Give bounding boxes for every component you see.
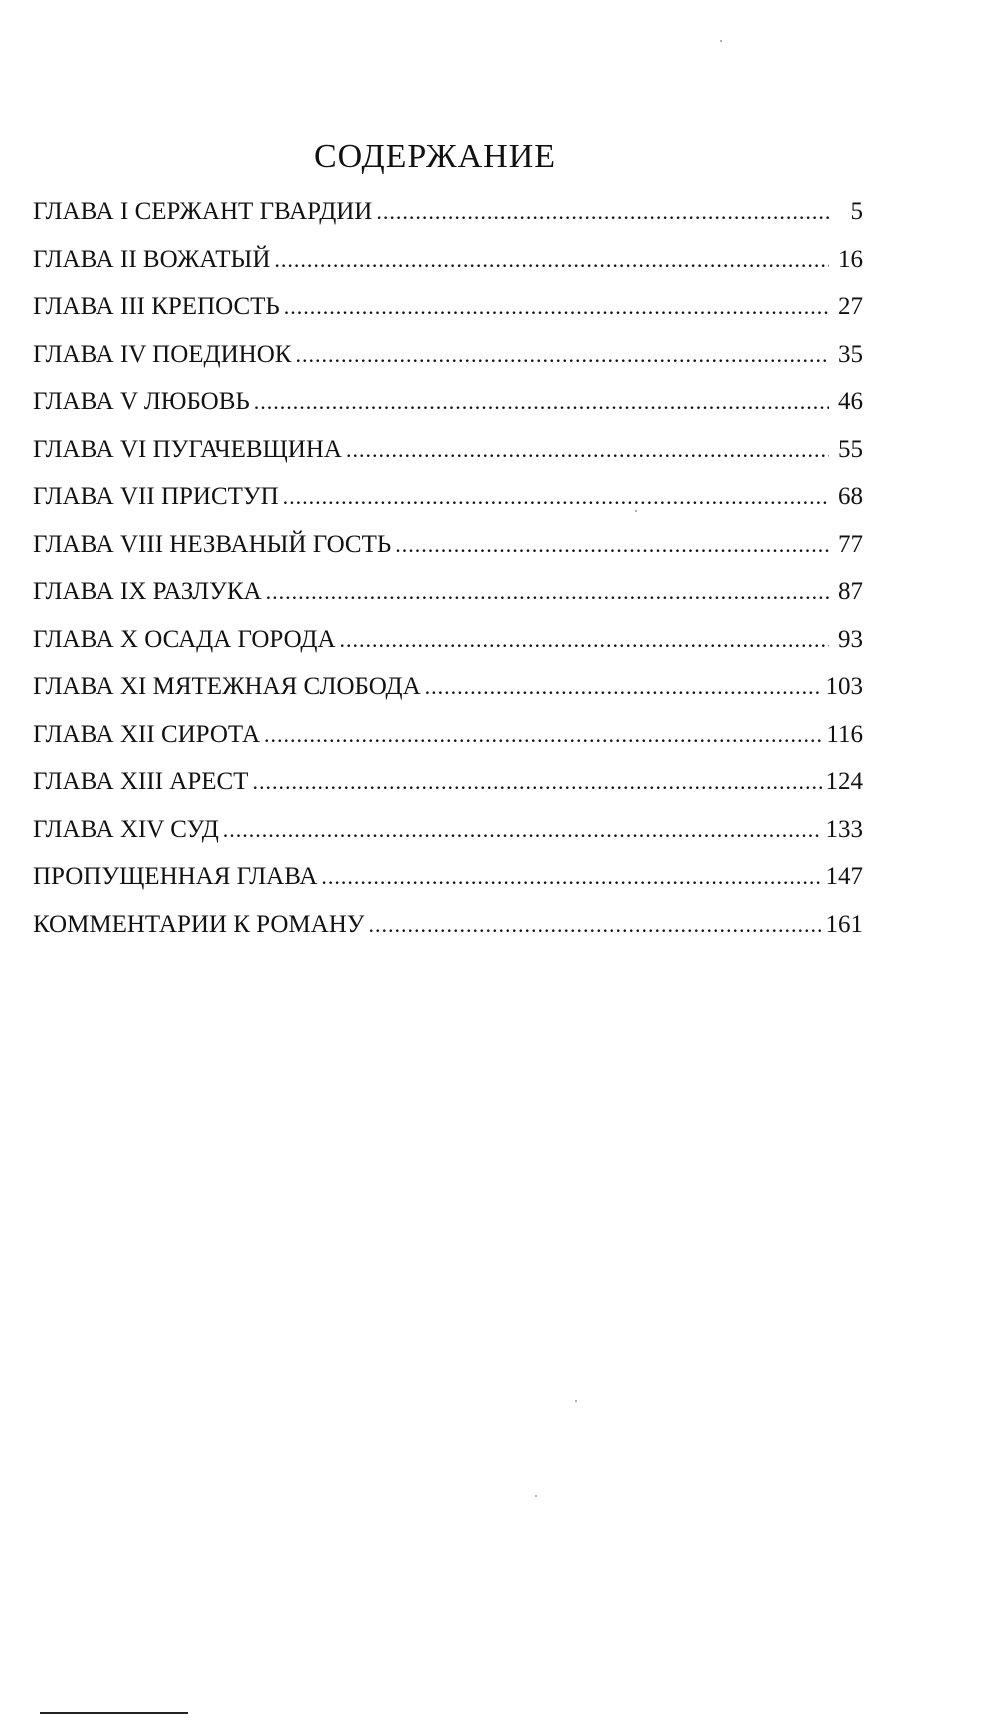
toc-page-number: 5 xyxy=(850,198,863,225)
scan-speck xyxy=(535,1495,537,1497)
dot-leader xyxy=(254,378,829,426)
scan-speck xyxy=(720,40,722,42)
toc-page-number: 55 xyxy=(838,435,863,463)
dot-leader xyxy=(340,616,829,664)
toc-entry-title: ГЛАВА VII ПРИСТУП xyxy=(33,483,279,510)
toc-page-number: 77 xyxy=(838,530,863,558)
dot-leader xyxy=(376,188,829,236)
scan-speck xyxy=(635,510,637,512)
toc-page-number: 93 xyxy=(838,625,863,653)
toc-page-number: 46 xyxy=(838,388,863,415)
toc-entry-title: ГЛАВА I СЕРЖАНТ ГВАРДИИ xyxy=(33,198,373,225)
toc-page-number: 116 xyxy=(826,720,863,748)
toc-page-number: 16 xyxy=(838,245,863,273)
toc-entry-title: КОММЕНТАРИИ К РОМАНУ xyxy=(33,910,365,938)
toc-entry-title: ПРОПУЩЕННАЯ ГЛАВА xyxy=(33,863,318,890)
dot-leader xyxy=(264,711,822,759)
toc-entry-title: ГЛАВА V ЛЮБОВЬ xyxy=(33,388,250,415)
dot-leader xyxy=(284,283,829,331)
toc-entry xyxy=(33,283,863,331)
toc-entry xyxy=(33,711,863,759)
table-of-contents xyxy=(33,188,863,948)
toc-entry xyxy=(33,378,863,426)
toc-entry xyxy=(33,853,863,901)
dot-leader xyxy=(321,853,821,901)
toc-entry-title: ГЛАВА II ВОЖАТЫЙ xyxy=(33,245,271,273)
toc-entry-title: ГЛАВА VIII НЕЗВАНЫЙ ГОСТЬ xyxy=(33,530,392,558)
toc-entry xyxy=(33,331,863,379)
toc-entry-title: ГЛАВА IV ПОЕДИНОК xyxy=(33,340,292,368)
toc-entry-title: ГЛАВА XII СИРОТА xyxy=(33,720,261,748)
toc-page-number: 124 xyxy=(825,768,863,795)
toc-entry xyxy=(33,188,863,236)
toc-entry xyxy=(33,568,863,616)
dot-leader xyxy=(295,331,829,379)
dot-leader xyxy=(274,236,829,284)
dot-leader xyxy=(252,758,821,806)
dot-leader xyxy=(266,568,829,616)
toc-entry xyxy=(33,426,863,474)
toc-entry xyxy=(33,758,863,806)
toc-entry-title: ГЛАВА XI МЯТЕЖНАЯ СЛОБОДА xyxy=(33,673,421,700)
toc-page-number: 68 xyxy=(838,483,863,510)
toc-entry xyxy=(33,663,863,711)
toc-page-number: 27 xyxy=(838,293,863,320)
toc-entry xyxy=(33,473,863,521)
toc-entry xyxy=(33,521,863,569)
toc-entry-title: ГЛАВА VI ПУГАЧЕВЩИНА xyxy=(33,435,342,463)
toc-page-number: 35 xyxy=(838,340,863,368)
dot-leader xyxy=(346,426,829,474)
dot-leader xyxy=(395,521,829,569)
toc-entry xyxy=(33,901,863,949)
toc-entry-title: ГЛАВА IX РАЗЛУКА xyxy=(33,578,262,605)
toc-page-number: 87 xyxy=(838,578,863,605)
toc-page-number: 147 xyxy=(825,863,863,890)
footer-rule xyxy=(40,1712,188,1714)
toc-entry xyxy=(33,806,863,854)
toc-page-number: 103 xyxy=(825,673,863,700)
scan-speck xyxy=(575,1400,577,1402)
dot-leader xyxy=(223,806,822,854)
toc-entry-title: ГЛАВА X ОСАДА ГОРОДА xyxy=(33,625,336,653)
toc-page-number: 161 xyxy=(825,910,863,938)
toc-entry-title: ГЛАВА III КРЕПОСТЬ xyxy=(33,293,280,320)
toc-entry-title: ГЛАВА XIII АРЕСТ xyxy=(33,768,249,795)
page-title: СОДЕРЖАНИЕ xyxy=(313,138,557,175)
toc-entry xyxy=(33,236,863,284)
toc-entry xyxy=(33,616,863,664)
toc-page-number: 133 xyxy=(825,815,863,843)
dot-leader xyxy=(368,901,821,949)
toc-entry-title: ГЛАВА XIV СУД xyxy=(33,815,219,843)
dot-leader xyxy=(283,473,829,521)
dot-leader xyxy=(425,663,822,711)
